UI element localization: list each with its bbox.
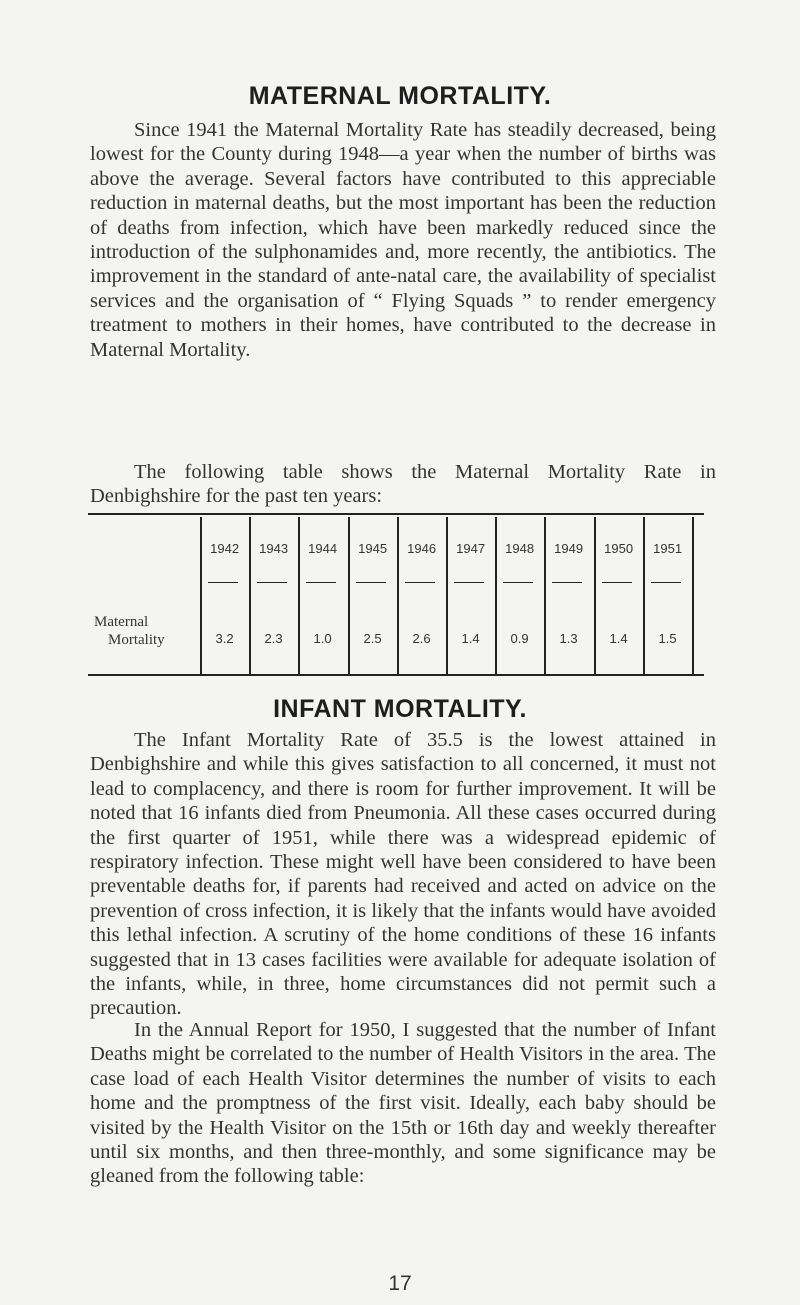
table-year-header: 1944: [308, 541, 338, 556]
table-year-header: 1942: [210, 541, 240, 556]
table-year-header: 1950: [604, 541, 634, 556]
table-year-header: 1947: [456, 541, 486, 556]
infant-paragraph-1: The Infant Mortality Rate of 35.5 is the lowest attained in Denbighshire and while this gives satisfaction to all concerned, it must not lead to complacency, and there is room for further improvement. It will be noted that 16 infants died from Pneumonia. All these cases occurred during the first quarter of 1951, while there was a widespread epidemic of respiratory infection. These might well have been considered to have been preventable deaths for, if parents had received and acted on advice on the prevention of cross infection, it is likely that the infants would have avoided this lethal infection. A scrutiny of the home conditions of these 16 infants suggested that in 13 cases facilities were available for adequate isolation of the infants, while, in three, home circumstances did not permit such a precaution.: [90, 729, 716, 1020]
maternal-mortality-table: [88, 513, 704, 676]
table-rate-cell: 1.3: [559, 631, 578, 646]
table-year-header: 1949: [554, 541, 584, 556]
row-label-line1: Maternal: [94, 614, 149, 630]
table-year-header: 1951: [653, 541, 683, 556]
header-underline: [552, 582, 582, 583]
header-underline: [356, 582, 386, 583]
header-underline: [454, 582, 484, 583]
table-row-label: [94, 613, 165, 649]
table-rate-cell: 0.9: [510, 631, 529, 646]
table-rate-cell: 1.4: [461, 631, 480, 646]
table-rate-cell: 2.6: [412, 631, 431, 646]
table-year-header: 1946: [407, 541, 437, 556]
maternal-mortality-heading: MATERNAL MORTALITY.: [248, 82, 552, 110]
table-rate-cell: 3.2: [215, 631, 234, 646]
maternal-paragraph-1: Since 1941 the Maternal Mortality Rate has steadily decreased, being lowest for the County during 1948—a year when the number of births was above the average. Several factors have contributed to this appreciable reduction in maternal deaths, but the most important has been the reduction of deaths from infection, which have been markedly reduced since the introduction of the sulphonamides and, more recently, the antibiotics. The improvement in the standard of ante-natal care, the availability of specialist services and the organisation of “ Flying Squads ” to render emergency treatment to mothers in their homes, have contributed to the decrease in Maternal Mortality.: [90, 119, 716, 361]
table-bottom-rule: [88, 674, 704, 676]
header-underline: [257, 582, 287, 583]
table-rate-cell: 1.4: [609, 631, 628, 646]
row-label-line2: Mortality: [108, 632, 165, 648]
header-underline: [208, 582, 238, 583]
table-column-divider: [692, 517, 694, 674]
maternal-paragraph-2: The following table shows the Maternal Mortality Rate in Denbighshire for the past ten years:: [90, 461, 716, 508]
table-top-rule: [88, 513, 704, 515]
table-rate-cell: 2.5: [363, 631, 382, 646]
table-rate-cell: 1.0: [313, 631, 332, 646]
page-number: 17: [388, 1272, 412, 1295]
header-underline: [651, 582, 681, 583]
header-underline: [602, 582, 632, 583]
infant-paragraph-2: In the Annual Report for 1950, I suggested that the number of Infant Deaths might be correlated to the number of Health Visitors in the area. The case load of each Health Visitor determines the number of visits to each home and the promptness of the first visit. Ideally, each baby should be visited by the Health Visitor on the 15th or 16th day and weekly thereafter until six months, and then three-monthly, and some significance may be gleaned from the following table:: [90, 1019, 716, 1188]
table-year-header: 1948: [505, 541, 535, 556]
table-year-header: 1943: [259, 541, 289, 556]
infant-mortality-heading: INFANT MORTALITY.: [273, 695, 527, 723]
table-rate-cell: 1.5: [658, 631, 677, 646]
header-underline: [405, 582, 435, 583]
header-underline: [503, 582, 533, 583]
table-rate-cell: 2.3: [264, 631, 283, 646]
header-underline: [306, 582, 336, 583]
table-year-header: 1945: [358, 541, 388, 556]
